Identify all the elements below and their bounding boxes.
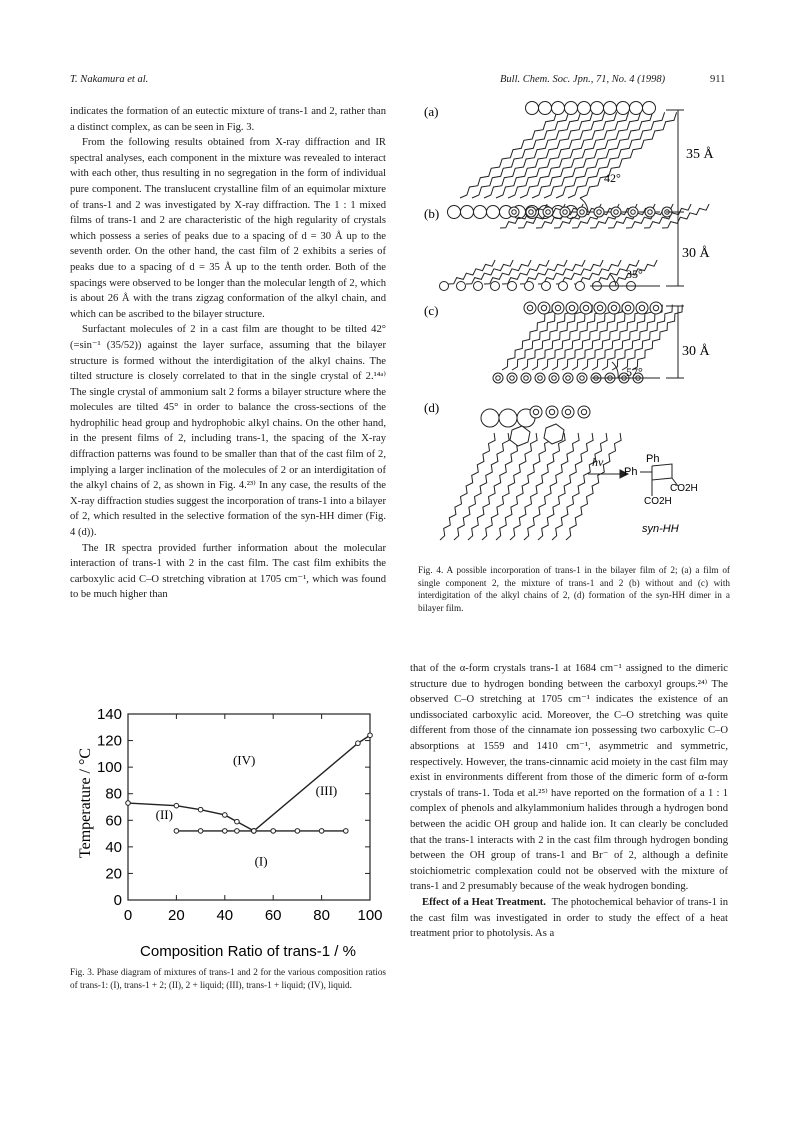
head-group-icon xyxy=(509,207,519,217)
alkyl-chain xyxy=(510,433,565,540)
alkyl-chain xyxy=(440,433,495,540)
head-group-icon xyxy=(563,373,573,383)
spacing-label: 30 Å xyxy=(682,246,710,261)
head-group-icon xyxy=(521,373,531,383)
paragraph: From the following results obtained from X-ray diffraction and IR spectral analyses, each component in the mixture was revealed to interact with each other, thus resulting in no segregation in the form of individual pure component. The translucent crystalline film of an equimolar mixture of trans-1 and 2 was investigated by X-ray diffraction. The 1 : 1 mixed films of trans-1 and 2 are characteristic of the high regularity of crystals which possess a series of peaks due to a spacing of d = 30 Å up to the seventh order. On the other hand, the cast film of 2 exhibits a series of peaks due to a spacing of d = 35 Å up to the tenth order. Both of the spacings were observed to be longer than the molecular length of 2, which is about 26 Å with the trans zigzag conformation of the alkyl chain, and which can be ascribed to the bilayer structure. xyxy=(70,137,386,320)
data-point xyxy=(235,819,240,824)
head-group-icon xyxy=(552,102,565,115)
head-group-icon xyxy=(566,302,578,314)
data-point xyxy=(235,829,240,834)
phase-boundary-line xyxy=(128,803,254,831)
head-group-icon xyxy=(628,207,638,217)
data-point xyxy=(344,829,349,834)
alkyl-chain xyxy=(454,433,509,540)
alkyl-chain xyxy=(484,260,531,284)
head-group-icon xyxy=(591,102,604,115)
page-number: 911 xyxy=(710,74,726,85)
head-group-icon xyxy=(622,302,634,314)
head-group-icon xyxy=(440,282,449,291)
data-point xyxy=(368,733,373,738)
trans1-head-icon xyxy=(578,406,590,418)
alkyl-chain xyxy=(484,112,581,198)
data-point xyxy=(126,801,131,806)
x-tick-label: 20 xyxy=(168,907,185,924)
data-point xyxy=(252,829,257,834)
x-tick-label: 0 xyxy=(123,907,133,924)
paragraph: The IR spectra provided further information about the molecular interaction of trans-1 with 2 in the cast film. The cast film exhibits the carboxylic acid C–O stretching vibration at 1705 cm⁻¹, which was found to be much higher than xyxy=(70,542,386,601)
region-label: (I) xyxy=(254,853,268,869)
head-group-icon xyxy=(594,207,604,217)
head-group-icon xyxy=(578,102,591,115)
alkyl-chain xyxy=(472,112,569,198)
alkyl-chain xyxy=(538,260,585,284)
paragraph: Surfactant molecules of 2 in a cast film are thought to be tilted 42° (=sin⁻¹ (35/52)) against the layer surface, assuming that the bilayer structure is formed without the interdigitation of the alkyl chains. The tilted structure is closely correlated to that in the single crystal of 2.¹⁴ᵃ⁾ The single crystal of ammonium salt 2 forms a bilayer structure where the molecules are tilted 45° in order to balance the cross-sections of the hydrophilic head group and hydrophobic alkyl chains. On the other hand, in the present films of 2, including trans-1, the spacing of the X-ray diffraction patterns was found to be smaller than that of the cast film of 2, implying a larger inclination of the molecules of 2 or an interdigitation of the alkyl chains of 2, as shown in Fig. 4.²³⁾ In any case, the results of the X-ray diffraction studies suggest the incorporation of trans-1 into a bilayer of 2, which resulted in the selective formation of the syn-HH dimer (Fig. 4 (d)). xyxy=(70,324,386,539)
region-label: (II) xyxy=(155,806,173,822)
co2h-label: CO2H xyxy=(644,496,672,507)
head-group-icon xyxy=(539,102,552,115)
x-tick-label: 60 xyxy=(264,907,282,924)
head-group-icon xyxy=(604,102,617,115)
head-group-icon xyxy=(474,206,487,219)
alkyl-chain xyxy=(468,433,523,540)
head-group-icon xyxy=(576,282,585,291)
head-group-icon xyxy=(650,302,662,314)
alkyl-chain xyxy=(466,260,513,284)
angle-label: 35° xyxy=(626,267,643,281)
head-group-icon xyxy=(508,282,517,291)
head-group-icon xyxy=(577,373,587,383)
fig4-bilayer-diagram xyxy=(420,100,740,550)
phenyl-ring-icon xyxy=(544,424,564,444)
data-point xyxy=(319,829,324,834)
head-group-icon xyxy=(565,102,578,115)
head-group-icon xyxy=(493,373,503,383)
head-group-icon xyxy=(526,102,539,115)
y-tick-label: 20 xyxy=(105,865,122,883)
spacing-label: 35 Å xyxy=(686,147,714,162)
head-group-icon xyxy=(608,302,620,314)
alkyl-chain xyxy=(502,260,549,284)
x-tick-label: 80 xyxy=(313,907,330,924)
alkyl-chain xyxy=(520,260,567,284)
alkyl-chain xyxy=(512,305,562,370)
alkyl-chain xyxy=(566,433,621,540)
head-group-icon xyxy=(560,207,570,217)
x-tick-label: 40 xyxy=(216,907,234,924)
head-group-icon xyxy=(535,373,545,383)
fig3-phase-diagram xyxy=(66,698,396,962)
head-group-icon xyxy=(474,282,483,291)
y-tick-label: 60 xyxy=(105,812,122,830)
region-label: (IV) xyxy=(232,752,256,768)
data-point xyxy=(174,803,179,808)
alkyl-chain xyxy=(496,433,551,540)
head-group-icon xyxy=(594,302,606,314)
running-header-journal: Bull. Chem. Soc. Jpn., 71, No. 4 (1998) xyxy=(500,74,666,85)
ph-label: Ph xyxy=(624,466,638,478)
head-group-icon xyxy=(448,206,461,219)
head-group-icon xyxy=(611,207,621,217)
head-group-icon xyxy=(538,302,550,314)
head-group-icon xyxy=(491,282,500,291)
section-text: The photochemical behavior of trans-1 in the cast film was investigated in order to study the effect of a heat treatment prior to photolysis. As a xyxy=(410,896,729,940)
head-group-icon xyxy=(487,206,500,219)
head-group-icon xyxy=(481,409,499,427)
head-group-icon xyxy=(636,302,648,314)
x-tick-label: 100 xyxy=(357,907,383,924)
section-paragraph xyxy=(410,895,728,942)
trans1-head-icon xyxy=(546,406,558,418)
alkyl-chain xyxy=(556,260,603,284)
spacing-label: 30 Å xyxy=(682,344,710,359)
trans1-head-icon xyxy=(530,406,542,418)
head-group-icon xyxy=(645,207,655,217)
head-group-icon xyxy=(524,302,536,314)
y-tick-label: 140 xyxy=(96,706,122,723)
x-axis-label: Composition Ratio of trans-1 / % xyxy=(140,943,356,960)
y-tick-label: 100 xyxy=(96,759,122,777)
head-group-icon xyxy=(617,102,630,115)
head-group-icon xyxy=(577,207,587,217)
alkyl-chain xyxy=(538,433,593,540)
head-group-icon xyxy=(525,282,534,291)
trans1-head-icon xyxy=(562,406,574,418)
right-column-text xyxy=(410,661,728,942)
head-group-icon xyxy=(457,282,466,291)
head-group-icon xyxy=(559,282,568,291)
y-tick-label: 0 xyxy=(113,892,122,909)
data-point xyxy=(271,829,276,834)
alkyl-chain xyxy=(552,433,607,540)
paragraph: that of the α-form crystals trans-1 at 1684 cm⁻¹ assigned to the dimeric structure due to hydrogen bonding between the carboxyl groups.²⁴⁾ The observed C–O stretching at 1705 cm⁻¹ indicates the existence of an undissociated carboxylic acid. Moreover, the C–O stretching was quite different from those of the cinnamate ion possessing two carboxylic C–O absorptions at 1559 and 1410 cm⁻¹, asymmetric and symmetric, respectively. However, the trans-cinnamic acid moiety in the cast film may exist in environments different from those of the dimeric form of α-form crystals of trans-1. Toda et al.²⁵⁾ have reported on the formation of a 1 : 1 complex of phenols and alkylammonium halides through a hydrogen bond between the acidic OH group and halide ion. It can clearly be concluded that the trans-1 interacts with 2 in the cast film through hydrogen bonding between the OH group of trans-1 and Br⁻ of 2, although a definite stoichiometric complexation could not be observed with the mixture of trans-1 and 2 presumably because of the weak hydrogen bonding. xyxy=(410,663,728,893)
head-group-icon xyxy=(499,409,517,427)
paragraph: indicates the formation of an eutectic mixture of trans-1 and 2, rather than a distinct complex, as can be seen in Fig. 3. xyxy=(70,106,386,133)
head-group-icon xyxy=(549,373,559,383)
alkyl-chain xyxy=(460,112,557,198)
ph-label: Ph xyxy=(646,453,660,465)
alkyl-chain xyxy=(448,260,495,284)
y-tick-label: 120 xyxy=(96,732,122,750)
section-heading: Effect of a Heat Treatment. xyxy=(422,896,546,908)
hv-label: hv xyxy=(592,455,604,469)
head-group-icon xyxy=(643,102,656,115)
y-tick-label: 80 xyxy=(105,785,122,803)
co2h-label: CO2H xyxy=(670,483,698,494)
fig4-caption: Fig. 4. A possible incorporation of trans-1 in the bilayer film of 2; (a) a film of single component 2, the mixture of trans-1 and 2 (b) without and (c) with interdigitation of the alkyl chains of 2, (d) formation of the syn-HH dimer in a bilayer film. xyxy=(418,565,730,613)
alkyl-chain xyxy=(482,433,537,540)
panel-label: (a) xyxy=(424,104,439,119)
data-point xyxy=(223,813,228,818)
head-group-icon xyxy=(507,373,517,383)
fig3-caption: Fig. 3. Phase diagram of mixtures of trans-1 and 2 for the various composition ratios of trans-1: (I), trans-1 + 2; (II), 2 + liquid; (III), trans-1 + liquid; (IV), liquid. xyxy=(70,967,386,990)
product-label: syn-HH xyxy=(642,523,679,535)
left-column-text xyxy=(70,104,386,603)
head-group-icon xyxy=(526,207,536,217)
data-point xyxy=(295,829,300,834)
head-group-icon xyxy=(580,302,592,314)
head-group-icon xyxy=(543,207,553,217)
panel-label: (c) xyxy=(424,303,439,318)
data-point xyxy=(223,829,228,834)
panel-label: (b) xyxy=(424,206,440,221)
running-header-authors: T. Nakamura et al. xyxy=(70,74,149,85)
head-group-icon xyxy=(542,282,551,291)
cyclobutane-ring-icon xyxy=(652,464,672,480)
data-point xyxy=(198,807,203,812)
angle-label: 57° xyxy=(626,365,643,379)
data-point xyxy=(174,829,179,834)
head-group-icon xyxy=(630,102,643,115)
panel-label: (d) xyxy=(424,400,440,415)
phase-boundary-line xyxy=(254,735,370,831)
angle-label: 42° xyxy=(604,171,621,185)
data-point xyxy=(356,741,361,746)
head-group-icon xyxy=(461,206,474,219)
region-label: (III) xyxy=(315,783,338,799)
alkyl-chain xyxy=(524,433,579,540)
head-group-icon xyxy=(552,302,564,314)
y-axis-label: Temperature / °C xyxy=(77,747,94,859)
y-tick-label: 40 xyxy=(105,838,122,856)
data-point xyxy=(198,829,203,834)
phenyl-ring-icon xyxy=(510,426,530,446)
